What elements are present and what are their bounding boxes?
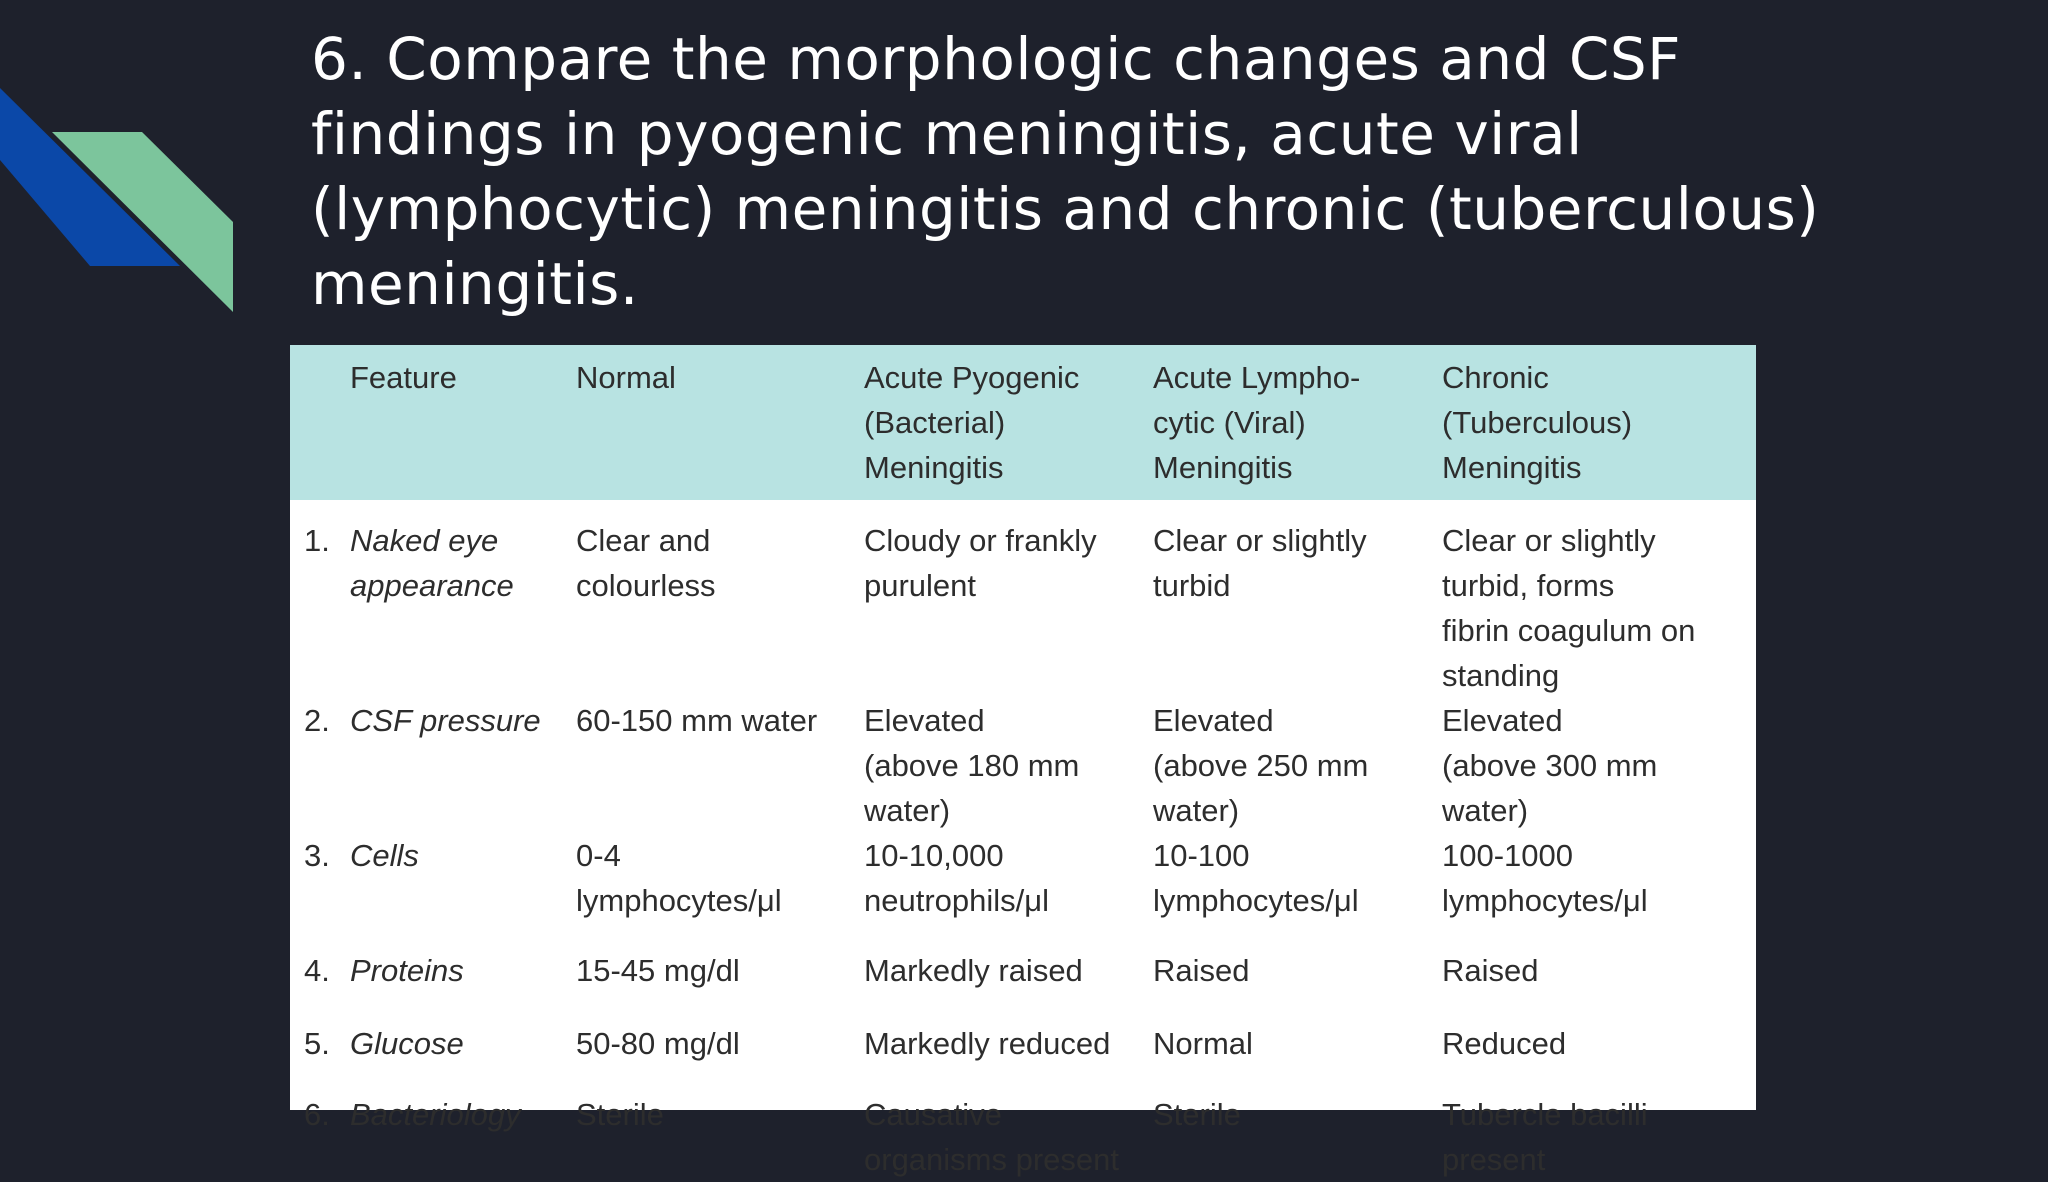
row-number: 5. bbox=[304, 1026, 330, 1061]
row-feature: Bacteriology bbox=[350, 1097, 521, 1132]
cell-viral: Normal bbox=[1153, 1026, 1253, 1061]
cell-tuberculous: 100-1000 lymphocytes/μl bbox=[1442, 838, 1648, 918]
csf-comparison-table bbox=[290, 345, 1756, 1182]
row-number: 6. bbox=[304, 1097, 330, 1132]
row-feature: Naked eye appearance bbox=[350, 523, 514, 603]
cell-tuberculous: Tubercle bacilli present bbox=[1442, 1097, 1648, 1177]
header-viral: Acute Lympho- cytic (Viral) Meningitis bbox=[1153, 360, 1361, 485]
cell-normal: 15-45 mg/dl bbox=[576, 953, 740, 988]
cell-pyogenic: Causative organisms present bbox=[864, 1097, 1120, 1177]
slide-title: 6. Compare the morphologic changes and CSF findings in pyogenic meningitis, acute viral (lymphocytic) meningitis and chronic (tuberculous) meningitis. bbox=[311, 25, 1820, 318]
row-number: 3. bbox=[304, 838, 330, 873]
header-pyogenic: Acute Pyogenic (Bacterial) Meningitis bbox=[864, 360, 1080, 485]
cell-viral: Elevated (above 250 mm water) bbox=[1153, 703, 1369, 828]
table-row bbox=[290, 500, 1756, 698]
cell-viral: Clear or slightly turbid bbox=[1153, 523, 1367, 603]
cell-normal: 50-80 mg/dl bbox=[576, 1026, 740, 1061]
cell-normal: Sterile bbox=[576, 1097, 664, 1132]
cell-tuberculous: Clear or slightly turbid, forms fibrin coagulum on standing bbox=[1442, 523, 1696, 693]
cell-viral: Sterile bbox=[1153, 1097, 1241, 1132]
table-row bbox=[290, 833, 1756, 948]
row-feature: Glucose bbox=[350, 1026, 464, 1061]
cell-tuberculous: Reduced bbox=[1442, 1026, 1567, 1061]
row-feature: Cells bbox=[350, 838, 419, 873]
cell-normal: Clear and colourless bbox=[576, 523, 716, 603]
cell-pyogenic: Markedly reduced bbox=[864, 1026, 1111, 1061]
cell-viral: 10-100 lymphocytes/μl bbox=[1153, 838, 1359, 918]
table-header-row bbox=[290, 345, 1756, 500]
corner-decoration bbox=[0, 0, 240, 320]
comparison-table-panel bbox=[290, 345, 1756, 1177]
cell-tuberculous: Elevated (above 300 mm water) bbox=[1442, 703, 1658, 828]
cell-normal: 60-150 mm water bbox=[576, 703, 818, 738]
table-row bbox=[290, 1021, 1756, 1092]
row-number: 4. bbox=[304, 953, 330, 988]
cell-viral: Raised bbox=[1153, 953, 1250, 988]
table-row bbox=[290, 1092, 1756, 1182]
cell-pyogenic: Markedly raised bbox=[864, 953, 1083, 988]
cell-pyogenic: Cloudy or frankly purulent bbox=[864, 523, 1097, 603]
cell-pyogenic: 10-10,000 neutrophils/μl bbox=[864, 838, 1050, 918]
cell-normal: 0-4 lymphocytes/μl bbox=[576, 838, 782, 918]
header-tuberculous: Chronic (Tuberculous) Meningitis bbox=[1442, 360, 1633, 485]
row-feature: CSF pressure bbox=[350, 703, 541, 738]
row-number: 2. bbox=[304, 703, 330, 738]
table-row bbox=[290, 948, 1756, 1021]
header-feature: Feature bbox=[350, 360, 457, 395]
row-number: 1. bbox=[304, 523, 330, 558]
table-header bbox=[290, 345, 1756, 500]
cell-pyogenic: Elevated (above 180 mm water) bbox=[864, 703, 1080, 828]
header-normal: Normal bbox=[576, 360, 676, 395]
table-row bbox=[290, 698, 1756, 833]
header-number-cell bbox=[290, 345, 350, 500]
table-body bbox=[290, 500, 1756, 1182]
row-feature: Proteins bbox=[350, 953, 464, 988]
cell-tuberculous: Raised bbox=[1442, 953, 1539, 988]
